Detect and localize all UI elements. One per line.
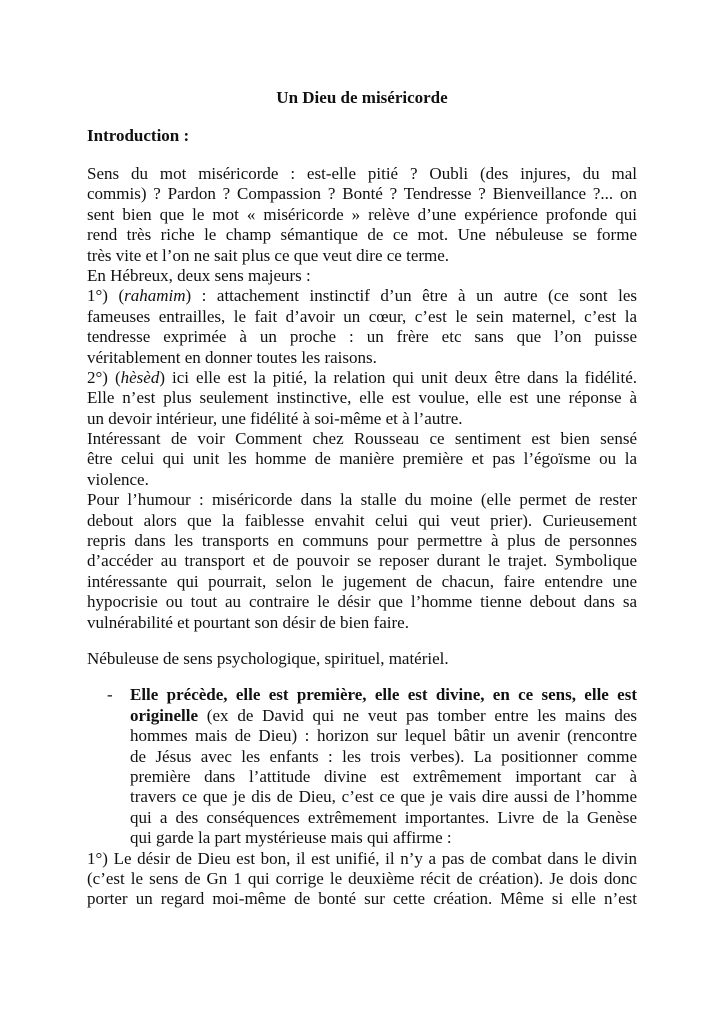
paragraph [87,286,637,368]
text-line [130,685,637,705]
introduction-heading: Introduction : [87,126,190,145]
text-line [87,266,637,286]
paragraph [87,164,637,266]
text-segment: ) : attachement instinctif d’un être à un autre (ce sont les [185,286,638,306]
bullet-item [87,685,637,848]
text-line [87,889,637,909]
text-line [87,551,637,571]
bold-text: Elle précède, elle est première, elle est divine, en ce sens, elle est [130,685,637,705]
italic-term: hèsèd [120,367,160,387]
text-segment: Pour l’humour : miséricorde dans la stalle du moine (elle permet de rester [87,490,637,510]
text-line [87,490,637,510]
text-segment: commis) ? Pardon ? Compassion ? Bonté ? Tendresse ? Bienveillance ?... on [87,184,637,204]
text-line [87,592,637,612]
text-segment: sent bien que le mot « miséricorde » relève d’une expérience profonde qui [87,204,637,224]
document-title: Un Dieu de miséricorde [276,88,448,107]
text-line [130,808,637,828]
text-segment: un devoir intérieur, une fidélité à soi-même et à l’autre. [87,408,463,428]
text-line [87,246,637,266]
paragraph-spacer [87,669,637,686]
paragraph [87,368,637,429]
text-segment: tendresse exprimée à un proche : un frère etc sans que l’on puisse [87,327,637,347]
text-segment: repris dans les transports en communs pour permettre à plus de personnes [87,531,637,551]
text-line [130,767,637,787]
text-line [87,449,637,469]
text-line [87,531,637,551]
text-segment: qui a des conséquences extrêmement importantes. Livre de la Genèse [130,807,637,827]
text-line [130,828,637,848]
text-line [87,348,637,368]
text-segment: porter un regard moi-même de bonté sur cette création. Même si elle n’est [87,889,637,909]
text-line [87,225,637,245]
text-segment: Elle n’est plus seulement instinctive, elle est voulue, elle est une réponse à [87,388,637,408]
text-line [87,286,637,306]
text-line [87,388,637,408]
paragraph [87,266,637,286]
text-line [130,747,637,767]
text-segment: intéressante qui pourrait, selon le jugement de chacun, faire entendre une [87,571,637,591]
text-segment: être celui qui unit les homme de manière première et pas l’égoïsme ou la [87,449,637,469]
text-segment: Sens du mot miséricorde : est-elle pitié ? Oubli (des injures, du mal [87,164,637,183]
bullet-dash: - [107,685,113,705]
text-segment: 1°) ( [87,286,125,306]
text-segment: 2°) ( [87,367,121,387]
paragraph-spacer [87,633,637,649]
text-segment: très vite et l’on ne sait plus ce que veut dire ce terme. [87,245,450,265]
paragraph [87,429,637,490]
text-line [87,429,637,449]
text-segment: Nébuleuse de sens psychologique, spirituel, matériel. [87,648,449,668]
bold-text: originelle [130,705,198,725]
text-line [87,368,637,388]
text-segment: première dans l’attitude divine est extrêmement important car à [130,767,637,787]
text-segment: hommes mais de Dieu) : horizon sur lequel bâtir un avenir (rencontre [130,726,637,746]
text-line [130,726,637,746]
text-segment: d’accéder au transport et de pouvoir se reposer durant le trajet. Symbolique [87,551,637,571]
text-segment: (c’est le sens de Gn 1 qui corrige le deuxième récit de création). Je dois donc [87,868,637,888]
text-line [87,470,637,490]
text-line [87,849,637,869]
text-line [87,205,637,225]
text-line [87,613,637,633]
paragraph [87,849,637,910]
text-line [87,511,637,531]
text-line [87,327,637,347]
text-segment: qui garde la part mystérieuse mais qui affirme : [130,828,452,848]
text-segment: debout alors que la faiblesse envahit celui qui veut prier). Curieusement [87,510,637,530]
text-segment: travers ce que je dis de Dieu, c’est ce que je vais dire aussi de l’homme [130,787,637,807]
text-segment: véritablement en donner toutes les raisons. [87,347,377,367]
text-segment: hypocrisie ou tout au contraire le désir que l’homme tienne debout dans sa [87,592,637,612]
text-segment: vulnérabilité et pourtant son désir de bien faire. [87,612,409,632]
text-segment: de Jésus avec les enfants : les trois verbes). La positionner comme [130,746,637,766]
text-line [87,572,637,592]
text-line [87,164,637,184]
italic-term: rahamim [124,286,186,306]
text-segment: 1°) Le désir de Dieu est bon, il est unifié, il n’y a pas de combat dans le divin [87,848,637,868]
text-segment: (ex de David qui ne veut pas tomber entre les mains des [197,705,637,725]
text-line [87,869,637,889]
text-line [87,184,637,204]
text-segment: violence. [87,469,149,489]
text-segment: En Hébreux, deux sens majeurs : [87,265,311,285]
text-segment: fameuses entrailles, le fait d’avoir un cœur, c’est le sein maternel, c’est la [87,306,637,326]
text-segment: rend très riche le champ sémantique de ce mot. Une nébuleuse se forme [87,225,637,245]
text-line [87,409,637,429]
text-segment: ) ici elle est la pitié, la relation qui unit deux être dans la fidélité. [159,367,638,387]
text-line [130,706,637,726]
text-line [130,787,637,807]
document-body [87,164,637,910]
text-line [87,649,637,669]
text-segment: Intéressant de voir Comment chez Rousseau ce sentiment est bien sensé [87,429,637,449]
paragraph [87,490,637,633]
paragraph [87,649,637,669]
text-line [87,307,637,327]
